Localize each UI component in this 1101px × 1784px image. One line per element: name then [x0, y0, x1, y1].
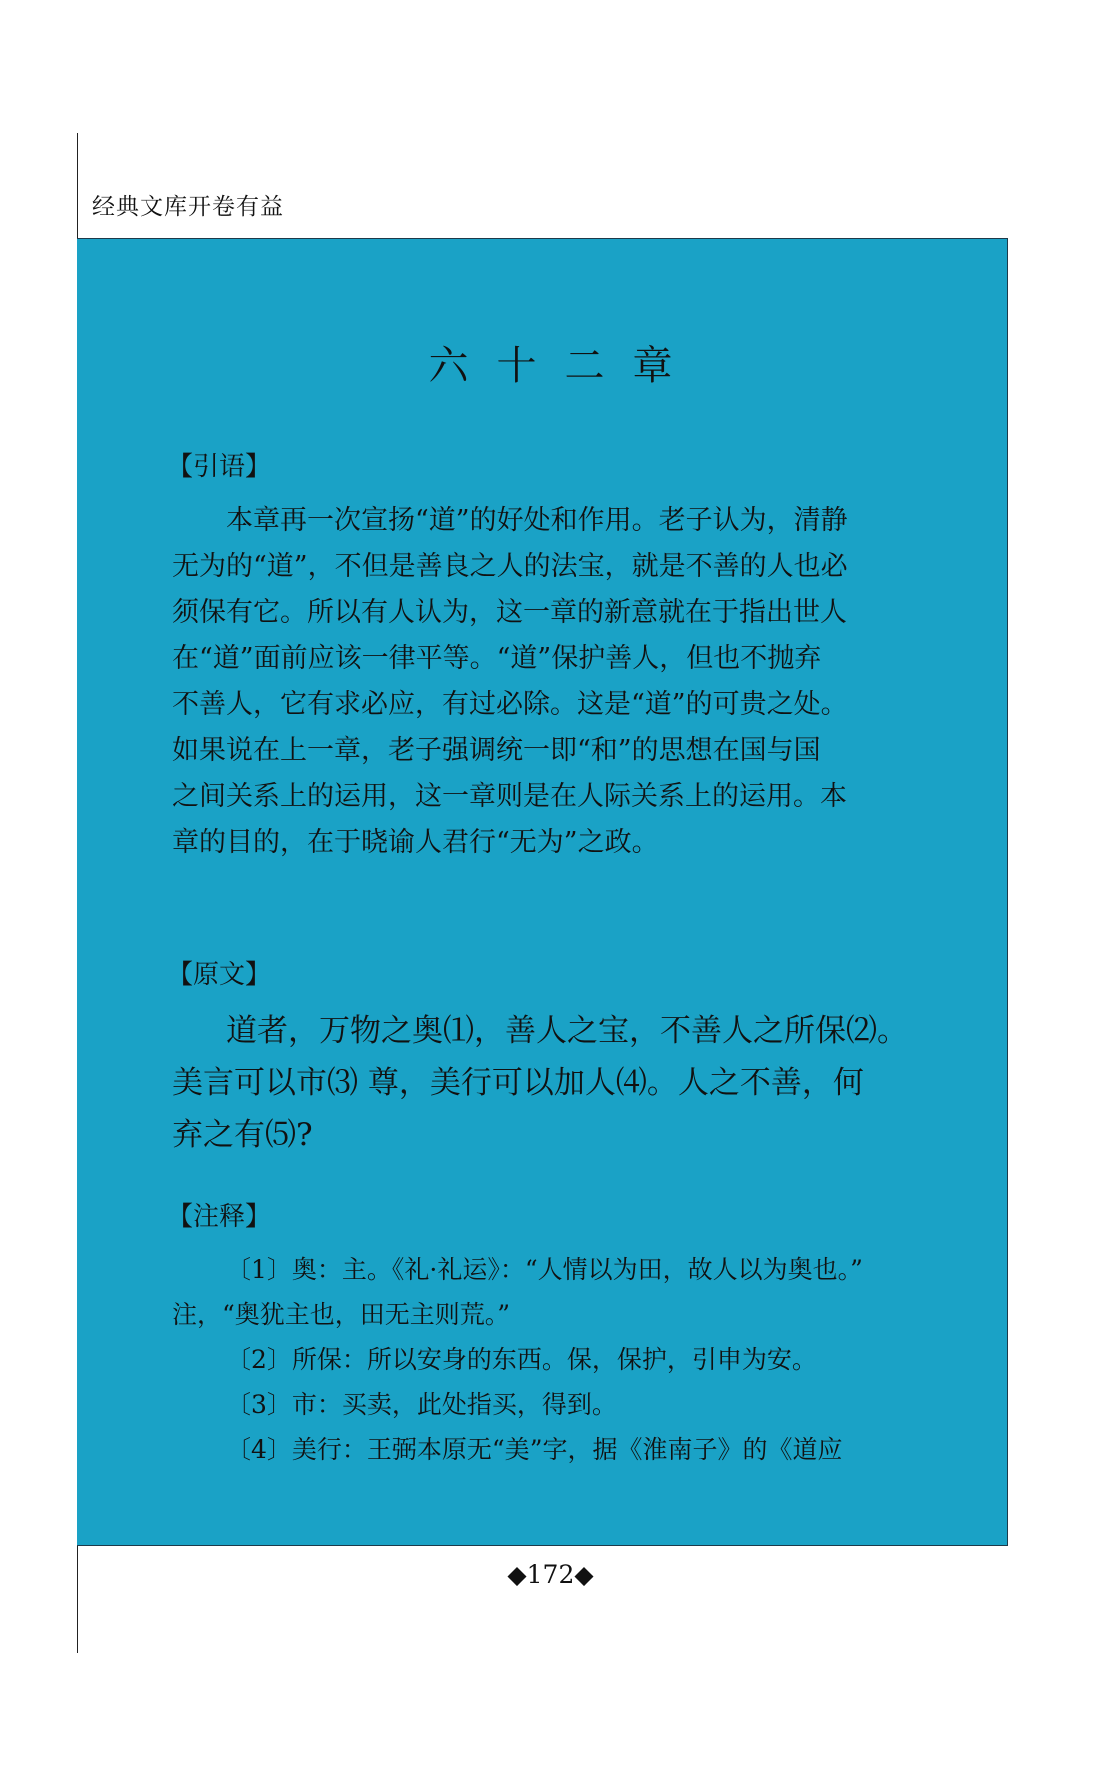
notes-heading: 【注释】 [167, 1202, 272, 1232]
original-text [172, 1005, 942, 1161]
notes-list [172, 1247, 942, 1472]
original-line: 弃之有⑸? [172, 1117, 313, 1153]
running-head: 经典文库开卷有益 [92, 194, 284, 220]
intro-line: 本章再一次宣扬“道”的好处和作用。老子认为，清静 [226, 505, 848, 536]
page-number: ◆172◆ [507, 1560, 594, 1589]
intro-line: 须保有它。所以有人认为，这一章的新意就在于指出世人 [172, 597, 847, 628]
intro-line: 章的目的，在于晓谕人君行“无为”之政。 [172, 827, 659, 858]
intro-line: 在“道”面前应该一律平等。“道”保护善人，但也不抛弃 [172, 643, 822, 674]
note-line: 〔1〕奥：主。《礼·礼运》：“人情以为田，故人以为奥也。” [226, 1255, 863, 1284]
intro-line: 之间关系上的运用，这一章则是在人际关系上的运用。本 [172, 781, 847, 812]
note-line: 〔2〕所保：所以安身的东西。保，保护，引申为安。 [226, 1345, 817, 1374]
intro-line: 如果说在上一章，老子强调统一即“和”的思想在国与国 [172, 735, 821, 766]
original-heading: 【原文】 [167, 960, 272, 990]
intro-heading: 【引语】 [167, 452, 272, 482]
intro-line: 无为的“道”，不但是善良之人的法宝，就是不善的人也必 [172, 551, 848, 582]
note-line: 〔3〕市：买卖，此处指买，得到。 [226, 1390, 617, 1419]
chapter-title: 六十二章 [428, 343, 701, 389]
original-line: 美言可以市⑶ 尊，美行可以加人⑷。人之不善，何 [172, 1065, 864, 1101]
original-line: 道者，万物之奥⑴，善人之宝，不善人之所保⑵。 [226, 1013, 908, 1049]
intro-paragraph [172, 498, 942, 866]
intro-line: 不善人，它有求必应，有过必除。这是“道”的可贵之处。 [172, 689, 848, 720]
note-line: 〔4〕美行：王弼本原无“美”字，据《淮南子》的《道应 [226, 1435, 843, 1464]
note-line: 注，“奥犹主也，田无主则荒。” [172, 1300, 511, 1329]
